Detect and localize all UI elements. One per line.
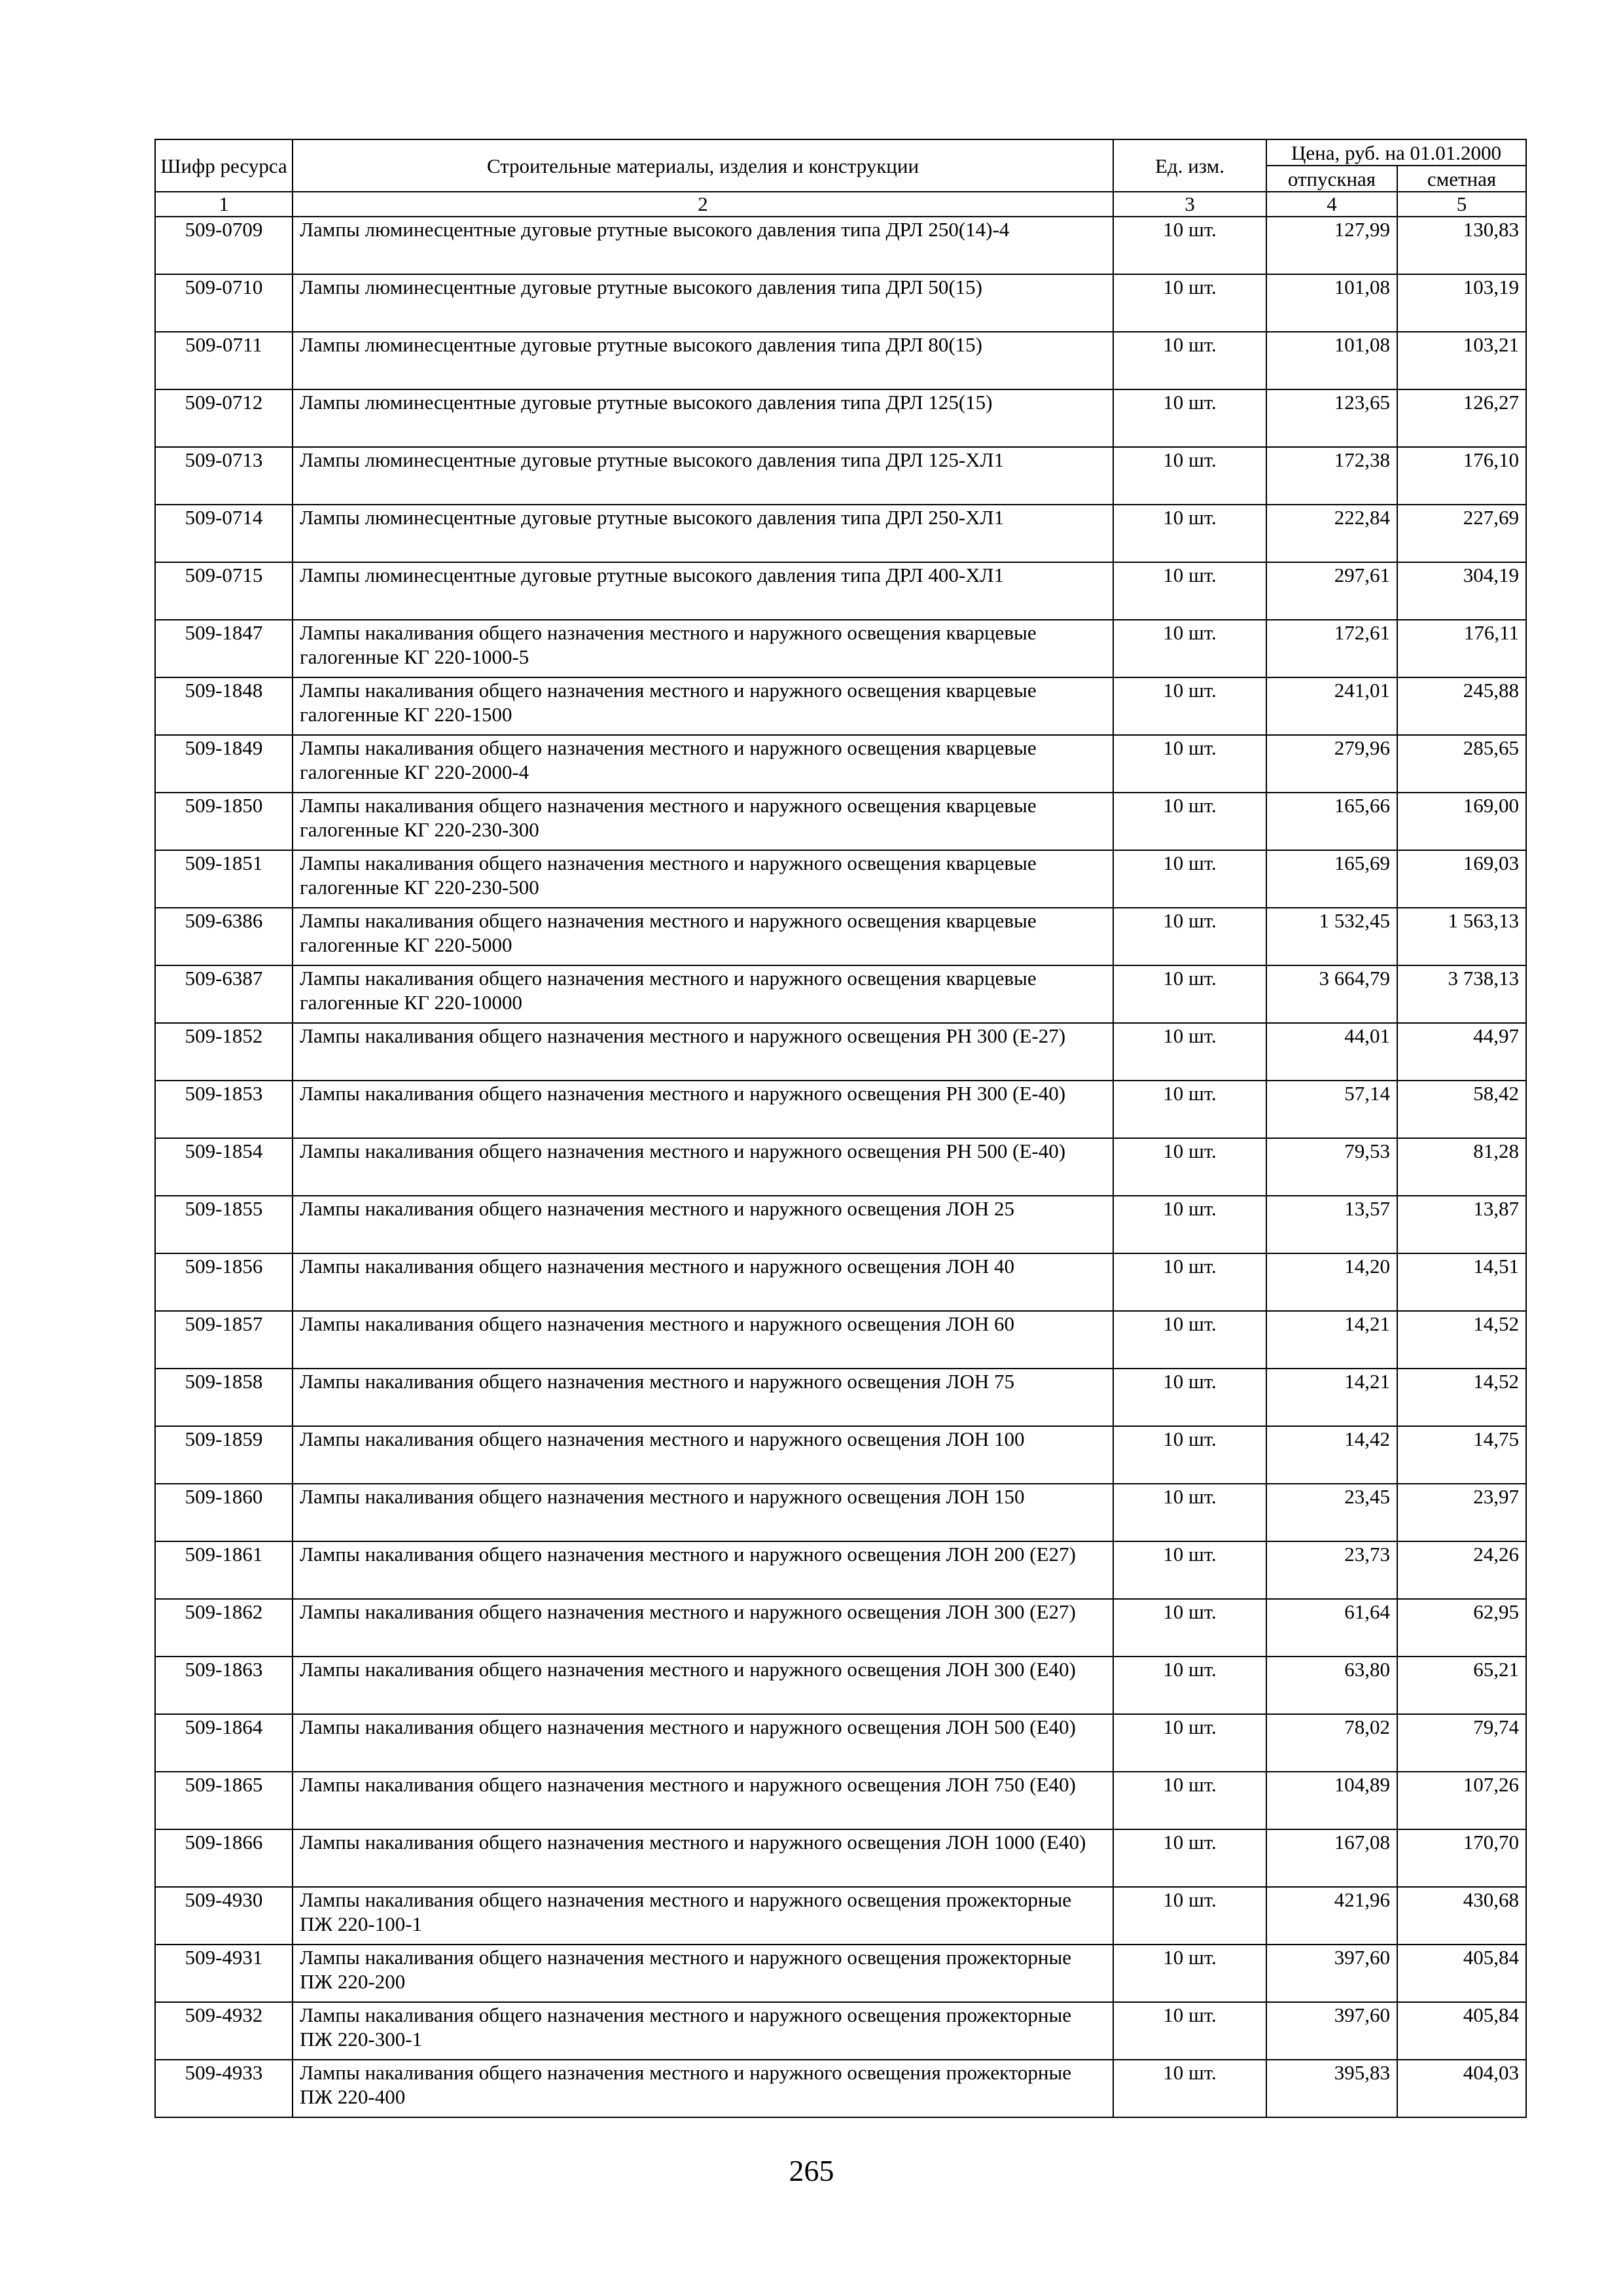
material-name-cell: Лампы накаливания общего назначения местного и наружного освещения ЛОН 750 (Е40) [293,1772,1113,1829]
table-row [155,505,1526,562]
table-row [155,389,1526,447]
resource-code-cell: 509-1854 [155,1138,293,1196]
resource-code-cell: 509-1853 [155,1081,293,1138]
table-row [155,1023,1526,1081]
table-row [155,793,1526,850]
table-row [155,620,1526,677]
estimate-price-cell: 169,03 [1397,850,1526,908]
unit-cell: 10 шт. [1113,1541,1266,1599]
material-name-cell: Лампы накаливания общего назначения местного и наружного освещения ЛОН 300 (Е27) [293,1599,1113,1657]
unit-cell: 10 шт. [1113,908,1266,965]
resource-code-cell: 509-4932 [155,2002,293,2060]
resource-code-cell: 509-1848 [155,677,293,735]
release-price-cell: 14,21 [1266,1369,1397,1426]
estimate-price-cell: 44,97 [1397,1023,1526,1081]
table-row [155,735,1526,793]
unit-cell: 10 шт. [1113,1599,1266,1657]
resource-code-cell: 509-6386 [155,908,293,965]
material-name-cell: Лампы накаливания общего назначения местного и наружного освещения кварцевые галогенные КГ 220-2000-4 [293,735,1113,793]
unit-cell: 10 шт. [1113,2060,1266,2117]
table-row [155,965,1526,1023]
price-table [154,139,1527,2118]
table-row [155,1484,1526,1541]
resource-code-cell: 509-1850 [155,793,293,850]
resource-code-cell: 509-1862 [155,1599,293,1657]
release-price-cell: 297,61 [1266,562,1397,620]
estimate-price-cell: 107,26 [1397,1772,1526,1829]
table-row [155,1196,1526,1253]
resource-code-cell: 509-1866 [155,1829,293,1887]
unit-cell: 10 шт. [1113,1023,1266,1081]
resource-code-cell: 509-0715 [155,562,293,620]
header-code: Шифр ресурса [155,139,293,192]
resource-code-cell: 509-0713 [155,447,293,505]
material-name-cell: Лампы накаливания общего назначения местного и наружного освещения прожекторные ПЖ 220-100-1 [293,1887,1113,1945]
release-price-cell: 127,99 [1266,217,1397,274]
estimate-price-cell: 405,84 [1397,2002,1526,2060]
estimate-price-cell: 14,52 [1397,1369,1526,1426]
resource-code-cell: 509-1847 [155,620,293,677]
material-name-cell: Лампы накаливания общего назначения местного и наружного освещения кварцевые галогенные КГ 220-1000-5 [293,620,1113,677]
release-price-cell: 13,57 [1266,1196,1397,1253]
estimate-price-cell: 176,10 [1397,447,1526,505]
estimate-price-cell: 103,21 [1397,332,1526,389]
estimate-price-cell: 126,27 [1397,389,1526,447]
release-price-cell: 104,89 [1266,1772,1397,1829]
table-row [155,332,1526,389]
release-price-cell: 167,08 [1266,1829,1397,1887]
material-name-cell: Лампы накаливания общего назначения местного и наружного освещения кварцевые галогенные КГ 220-5000 [293,908,1113,965]
release-price-cell: 222,84 [1266,505,1397,562]
unit-cell: 10 шт. [1113,332,1266,389]
table-row [155,1829,1526,1887]
release-price-cell: 421,96 [1266,1887,1397,1945]
unit-cell: 10 шт. [1113,505,1266,562]
estimate-price-cell: 285,65 [1397,735,1526,793]
header-col-number: 1 [155,192,293,217]
estimate-price-cell: 245,88 [1397,677,1526,735]
resource-code-cell: 509-1852 [155,1023,293,1081]
estimate-price-cell: 430,68 [1397,1887,1526,1945]
resource-code-cell: 509-1864 [155,1714,293,1772]
material-name-cell: Лампы накаливания общего назначения местного и наружного освещения ЛОН 500 (Е40) [293,1714,1113,1772]
unit-cell: 10 шт. [1113,965,1266,1023]
material-name-cell: Лампы накаливания общего назначения местного и наружного освещения ЛОН 75 [293,1369,1113,1426]
resource-code-cell: 509-0711 [155,332,293,389]
release-price-cell: 123,65 [1266,389,1397,447]
table-row [155,2002,1526,2060]
estimate-price-cell: 79,74 [1397,1714,1526,1772]
release-price-cell: 78,02 [1266,1714,1397,1772]
table-row [155,1599,1526,1657]
header-col-number: 4 [1266,192,1397,217]
material-name-cell: Лампы накаливания общего назначения местного и наружного освещения кварцевые галогенные КГ 220-230-300 [293,793,1113,850]
estimate-price-cell: 1 563,13 [1397,908,1526,965]
material-name-cell: Лампы накаливания общего назначения местного и наружного освещения прожекторные ПЖ 220-400 [293,2060,1113,2117]
release-price-cell: 101,08 [1266,332,1397,389]
material-name-cell: Лампы накаливания общего назначения местного и наружного освещения РН 300 (Е-40) [293,1081,1113,1138]
estimate-price-cell: 169,00 [1397,793,1526,850]
material-name-cell: Лампы люминесцентные дуговые ртутные высокого давления типа ДРЛ 125-ХЛ1 [293,447,1113,505]
resource-code-cell: 509-1849 [155,735,293,793]
page-number: 265 [789,2154,834,2187]
release-price-cell: 279,96 [1266,735,1397,793]
table-row [155,1426,1526,1484]
unit-cell: 10 шт. [1113,793,1266,850]
table-row [155,1945,1526,2002]
unit-cell: 10 шт. [1113,274,1266,332]
unit-cell: 10 шт. [1113,389,1266,447]
estimate-price-cell: 14,52 [1397,1311,1526,1369]
table-row [155,274,1526,332]
release-price-cell: 61,64 [1266,1599,1397,1657]
unit-cell: 10 шт. [1113,1369,1266,1426]
unit-cell: 10 шт. [1113,2002,1266,2060]
unit-cell: 10 шт. [1113,620,1266,677]
unit-cell: 10 шт. [1113,1829,1266,1887]
table-row [155,1887,1526,1945]
header-price-group: Цена, руб. на 01.01.2000 [1266,139,1526,166]
material-name-cell: Лампы люминесцентные дуговые ртутные высокого давления типа ДРЛ 250(14)-4 [293,217,1113,274]
release-price-cell: 172,38 [1266,447,1397,505]
release-price-cell: 14,20 [1266,1253,1397,1311]
resource-code-cell: 509-0710 [155,274,293,332]
resource-code-cell: 509-1859 [155,1426,293,1484]
unit-cell: 10 шт. [1113,447,1266,505]
resource-code-cell: 509-4930 [155,1887,293,1945]
release-price-cell: 395,83 [1266,2060,1397,2117]
material-name-cell: Лампы накаливания общего назначения местного и наружного освещения ЛОН 200 (Е27) [293,1541,1113,1599]
material-name-cell: Лампы накаливания общего назначения местного и наружного освещения ЛОН 300 (Е40) [293,1657,1113,1714]
resource-code-cell: 509-1856 [155,1253,293,1311]
estimate-price-cell: 3 738,13 [1397,965,1526,1023]
resource-code-cell: 509-4931 [155,1945,293,2002]
resource-code-cell: 509-6387 [155,965,293,1023]
estimate-price-cell: 62,95 [1397,1599,1526,1657]
unit-cell: 10 шт. [1113,1311,1266,1369]
estimate-price-cell: 65,21 [1397,1657,1526,1714]
resource-code-cell: 509-1865 [155,1772,293,1829]
release-price-cell: 23,45 [1266,1484,1397,1541]
material-name-cell: Лампы накаливания общего назначения местного и наружного освещения РН 500 (Е-40) [293,1138,1113,1196]
material-name-cell: Лампы накаливания общего назначения местного и наружного освещения кварцевые галогенные КГ 220-1500 [293,677,1113,735]
release-price-cell: 14,42 [1266,1426,1397,1484]
release-price-cell: 397,60 [1266,2002,1397,2060]
estimate-price-cell: 103,19 [1397,274,1526,332]
release-price-cell: 1 532,45 [1266,908,1397,965]
estimate-price-cell: 24,26 [1397,1541,1526,1599]
unit-cell: 10 шт. [1113,217,1266,274]
release-price-cell: 172,61 [1266,620,1397,677]
table-header [155,139,1526,217]
table-row [155,908,1526,965]
estimate-price-cell: 176,11 [1397,620,1526,677]
resource-code-cell: 509-1855 [155,1196,293,1253]
unit-cell: 10 шт. [1113,1138,1266,1196]
resource-code-cell: 509-1857 [155,1311,293,1369]
estimate-price-cell: 170,70 [1397,1829,1526,1887]
table-row [155,447,1526,505]
table-row [155,562,1526,620]
header-price-estimate: сметная [1397,166,1526,192]
unit-cell: 10 шт. [1113,562,1266,620]
unit-cell: 10 шт. [1113,735,1266,793]
estimate-price-cell: 14,51 [1397,1253,1526,1311]
unit-cell: 10 шт. [1113,1714,1266,1772]
table-row [155,1253,1526,1311]
unit-cell: 10 шт. [1113,850,1266,908]
resource-code-cell: 509-0714 [155,505,293,562]
table-row [155,1369,1526,1426]
unit-cell: 10 шт. [1113,1657,1266,1714]
material-name-cell: Лампы накаливания общего назначения местного и наружного освещения ЛОН 40 [293,1253,1113,1311]
release-price-cell: 14,21 [1266,1311,1397,1369]
release-price-cell: 3 664,79 [1266,965,1397,1023]
resource-code-cell: 509-1861 [155,1541,293,1599]
header-col-number: 2 [293,192,1113,217]
resource-code-cell: 509-1860 [155,1484,293,1541]
table-body [155,217,1526,2117]
release-price-cell: 165,66 [1266,793,1397,850]
release-price-cell: 79,53 [1266,1138,1397,1196]
resource-code-cell: 509-1851 [155,850,293,908]
estimate-price-cell: 304,19 [1397,562,1526,620]
material-name-cell: Лампы накаливания общего назначения местного и наружного освещения прожекторные ПЖ 220-200 [293,1945,1113,2002]
material-name-cell: Лампы накаливания общего назначения местного и наружного освещения ЛОН 60 [293,1311,1113,1369]
resource-code-cell: 509-4933 [155,2060,293,2117]
material-name-cell: Лампы накаливания общего назначения местного и наружного освещения ЛОН 100 [293,1426,1113,1484]
table-row [155,1772,1526,1829]
header-col-number: 3 [1113,192,1266,217]
resource-code-cell: 509-0712 [155,389,293,447]
release-price-cell: 57,14 [1266,1081,1397,1138]
material-name-cell: Лампы люминесцентные дуговые ртутные высокого давления типа ДРЛ 125(15) [293,389,1113,447]
unit-cell: 10 шт. [1113,1196,1266,1253]
table-row [155,677,1526,735]
estimate-price-cell: 23,97 [1397,1484,1526,1541]
estimate-price-cell: 405,84 [1397,1945,1526,2002]
header-unit: Ед. изм. [1113,139,1266,192]
unit-cell: 10 шт. [1113,1081,1266,1138]
table-row [155,2060,1526,2117]
material-name-cell: Лампы люминесцентные дуговые ртутные высокого давления типа ДРЛ 50(15) [293,274,1113,332]
unit-cell: 10 шт. [1113,1945,1266,2002]
table-row [155,1138,1526,1196]
release-price-cell: 397,60 [1266,1945,1397,2002]
unit-cell: 10 шт. [1113,1887,1266,1945]
header-col-number: 5 [1397,192,1526,217]
material-name-cell: Лампы накаливания общего назначения местного и наружного освещения РН 300 (Е-27) [293,1023,1113,1081]
table-row [155,1657,1526,1714]
table-row [155,217,1526,274]
material-name-cell: Лампы накаливания общего назначения местного и наружного освещения прожекторные ПЖ 220-300-1 [293,2002,1113,2060]
table-row [155,1311,1526,1369]
material-name-cell: Лампы накаливания общего назначения местного и наружного освещения ЛОН 1000 (Е40) [293,1829,1113,1887]
unit-cell: 10 шт. [1113,1772,1266,1829]
estimate-price-cell: 58,42 [1397,1081,1526,1138]
material-name-cell: Лампы накаливания общего назначения местного и наружного освещения кварцевые галогенные КГ 220-10000 [293,965,1113,1023]
release-price-cell: 23,73 [1266,1541,1397,1599]
table-row [155,850,1526,908]
unit-cell: 10 шт. [1113,677,1266,735]
unit-cell: 10 шт. [1113,1426,1266,1484]
estimate-price-cell: 13,87 [1397,1196,1526,1253]
header-name: Строительные материалы, изделия и конструкции [293,139,1113,192]
resource-code-cell: 509-0709 [155,217,293,274]
estimate-price-cell: 404,03 [1397,2060,1526,2117]
estimate-price-cell: 130,83 [1397,217,1526,274]
release-price-cell: 241,01 [1266,677,1397,735]
resource-code-cell: 509-1858 [155,1369,293,1426]
resource-code-cell: 509-1863 [155,1657,293,1714]
release-price-cell: 165,69 [1266,850,1397,908]
material-name-cell: Лампы люминесцентные дуговые ртутные высокого давления типа ДРЛ 250-ХЛ1 [293,505,1113,562]
release-price-cell: 44,01 [1266,1023,1397,1081]
estimate-price-cell: 81,28 [1397,1138,1526,1196]
table-row [155,1081,1526,1138]
header-price-release: отпускная [1266,166,1397,192]
release-price-cell: 101,08 [1266,274,1397,332]
material-name-cell: Лампы накаливания общего назначения местного и наружного освещения ЛОН 150 [293,1484,1113,1541]
table-row [155,1541,1526,1599]
estimate-price-cell: 14,75 [1397,1426,1526,1484]
estimate-price-cell: 227,69 [1397,505,1526,562]
release-price-cell: 63,80 [1266,1657,1397,1714]
material-name-cell: Лампы накаливания общего назначения местного и наружного освещения ЛОН 25 [293,1196,1113,1253]
unit-cell: 10 шт. [1113,1484,1266,1541]
material-name-cell: Лампы люминесцентные дуговые ртутные высокого давления типа ДРЛ 80(15) [293,332,1113,389]
table-row [155,1714,1526,1772]
material-name-cell: Лампы накаливания общего назначения местного и наружного освещения кварцевые галогенные КГ 220-230-500 [293,850,1113,908]
material-name-cell: Лампы люминесцентные дуговые ртутные высокого давления типа ДРЛ 400-ХЛ1 [293,562,1113,620]
unit-cell: 10 шт. [1113,1253,1266,1311]
